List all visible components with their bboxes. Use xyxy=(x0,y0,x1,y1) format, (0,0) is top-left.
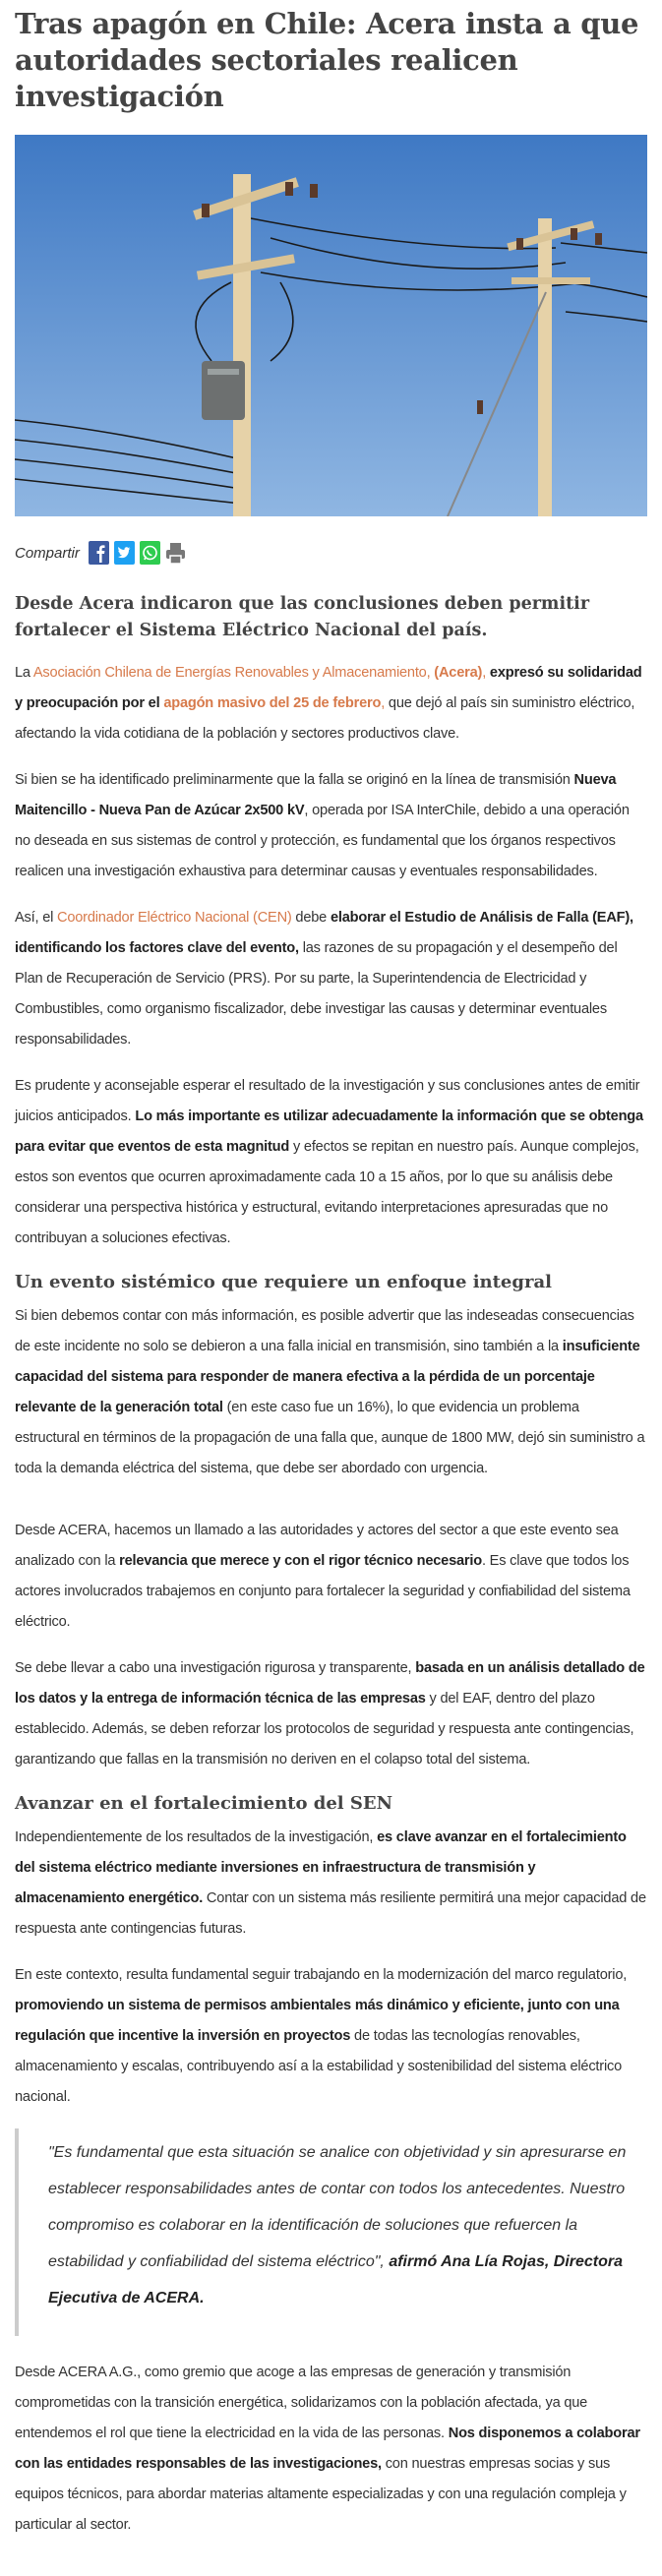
twitter-icon[interactable] xyxy=(114,541,135,565)
pull-quote xyxy=(15,2128,647,2336)
facebook-icon[interactable] xyxy=(89,541,109,565)
paragraph xyxy=(15,903,647,1055)
print-icon[interactable] xyxy=(165,541,186,565)
text-run: Contar con un sistema más resiliente permitirá una mejor capacidad de respuesta ante contingencias futuras. xyxy=(15,1890,646,1937)
inline-link[interactable]: Coordinador Eléctrico Nacional (CEN) xyxy=(57,910,292,926)
inline-link[interactable]: apagón masivo del 25 de febrero xyxy=(163,695,382,711)
paragraph xyxy=(15,1301,647,1484)
hero-image-power-poles xyxy=(15,135,647,516)
text-run: las razones de su propagación y el desempeño del Plan de Recuperación de Servicio (PRS). Por su parte, la Superintendencia de Electricidad y Combustibles, como organismo fiscalizador, debe investigar las causas y determinar eventuales responsabilidades. xyxy=(15,940,618,1048)
article xyxy=(0,6,662,2576)
text-run: Si bien se ha identificado preliminarmente que la falla se originó en la línea de transmisión xyxy=(15,772,574,788)
bold-text: Lo más importante es utilizar adecuadamente la información que se obtenga para evitar que eventos de esta magnitud xyxy=(15,1108,643,1155)
bold-text: insuficiente capacidad del sistema para responder de manera efectiva a la pérdida de un porcentaje relevante de la generación total xyxy=(15,1339,640,1415)
bold-text: relevancia que merece y con el rigor técnico necesario xyxy=(119,1553,482,1569)
text-run: En este contexto, resulta fundamental seguir trabajando en la modernización del marco regulatorio, xyxy=(15,1967,628,1983)
paragraph xyxy=(15,658,647,749)
article-title: Tras apagón en Chile: Acera insta a que autoridades sectoriales realicen investigación xyxy=(15,7,639,113)
text-run: Se debe llevar a cabo una investigación rigurosa y transparente, xyxy=(15,1660,416,1676)
paragraph xyxy=(15,1823,647,1945)
text-run: debe xyxy=(291,910,331,926)
bold-text: promoviendo un sistema de permisos ambientales más dinámico y eficiente, junto con una regulación que incentive la inversión en proyectos xyxy=(15,1998,620,2044)
text-run: que dejó al país sin suministro eléctrico, afectando la vida cotidiana de la población y sectores productivos clave. xyxy=(15,695,635,742)
paragraph xyxy=(15,765,647,887)
bold-text: expresó su solidaridad y preocupación por el xyxy=(15,665,642,711)
bold-text: afirmó Ana Lía Rojas, Directora Ejecutiva de ACERA. xyxy=(48,2253,624,2306)
section-heading: Avanzar en el fortalecimiento del SEN xyxy=(15,1793,393,1814)
text-run: y efectos se repitan en nuestro país. Aunque complejos, estos son eventos que ocurren aproximadamente cada 10 a 15 años, por lo que su análisis debe considerar una perspectiva histórica y estructural, evitando interpretaciones apresuradas que no contribuyan a soluciones efectivas. xyxy=(15,1139,639,1246)
share-bar xyxy=(15,538,647,568)
inline-link[interactable]: , xyxy=(482,665,490,681)
text-run: Es prudente y aconsejable esperar el resultado de la investigación y sus conclusiones antes de emitir juicios anticipados. xyxy=(15,1078,640,1124)
text-run: "Es fundamental que esta situación se analice con objetividad y sin apresurarse en establecer responsabilidades antes de contar con todos los antecedentes. Nuestro compromiso es colaborar en la identificación de soluciones que refuercen la estabilidad y confiabilidad del sistema eléctrico", xyxy=(48,2144,627,2270)
text-run: . Es clave que todos los actores involucrados trabajemos en conjunto para fortalecer la seguridad y confiabilidad del sistema eléctrico. xyxy=(15,1553,631,1630)
whatsapp-icon[interactable] xyxy=(140,541,160,565)
article-body xyxy=(15,658,647,2541)
section-heading: Un evento sistémico que requiere un enfoque integral xyxy=(15,1272,552,1292)
paragraph xyxy=(15,1653,647,1775)
paragraph xyxy=(15,2358,647,2541)
article-lead: Desde Acera indicaron que las conclusiones deben permitir fortalecer el Sistema Eléctrico Nacional del país. xyxy=(15,594,590,640)
text-run: Así, el xyxy=(15,910,58,926)
paragraph xyxy=(15,1516,647,1638)
text-run: de todas las tecnologías renovables, almacenamiento y escalas, contribuyendo así a la estabilidad y sostenibilidad del sistema eléctrico nacional. xyxy=(15,2028,622,2105)
inline-link[interactable]: (Acera) xyxy=(434,665,483,681)
text-run: (en este caso fue un 16%), lo que evidencia un problema estructural en términos de la propagación de una falla que, aunque de 1800 MW, dejó sin suministro a toda la demanda eléctrica del sistema, que debe ser abordado con urgencia. xyxy=(15,1400,645,1476)
text-run: Independientemente de los resultados de la investigación, xyxy=(15,1829,378,1845)
text-run: Si bien debemos contar con más información, es posible advertir que las indeseadas consecuencias de este incidente no solo se debieron a una falla inicial en transmisión, sino también a la xyxy=(15,1308,634,1354)
inline-link[interactable]: , xyxy=(381,695,386,711)
text-run: y del EAF, dentro del plazo establecido. Además, se deben reforzar los protocolos de seguridad y respuesta ante contingencias, garantizando que fallas en la transmisión no deriven en el colapso total del sistema. xyxy=(15,1691,634,1767)
paragraph xyxy=(15,1071,647,1254)
share-label: Compartir xyxy=(15,544,80,562)
text-run: Desde ACERA, hacemos un llamado a las autoridades y actores del sector a que este evento sea analizado con la xyxy=(15,1523,619,1569)
bold-text: elaborar el Estudio de Análisis de Falla (EAF), identificando los factores clave del evento, xyxy=(15,910,633,956)
inline-link[interactable]: Asociación Chilena de Energías Renovables y Almacenamiento, xyxy=(32,665,435,681)
bold-text: Nos disponemos a colaborar con las entidades responsables de las investigaciones, xyxy=(15,2426,640,2472)
text-run: La xyxy=(15,665,33,681)
bold-text: Nueva Maitencillo - Nueva Pan de Azúcar 2x500 kV xyxy=(15,772,617,818)
paragraph xyxy=(15,1960,647,2113)
text-run: con nuestras empresas socias y sus equipos técnicos, para abordar materias altamente especializadas y con una regulación compleja y particular al sector. xyxy=(15,2456,627,2533)
text-run: , operada por ISA InterChile, debido a una operación no deseada en sus sistemas de control y protección, es fundamental que los órganos respectivos realicen una investigación exhaustiva para determinar causas y eventuales responsabilidades. xyxy=(15,803,630,879)
bold-text: basada en un análisis detallado de los datos y la entrega de información técnica de las empresas xyxy=(15,1660,645,1707)
bold-text: es clave avanzar en el fortalecimiento del sistema eléctrico mediante inversiones en infraestructura de transmisión y almacenamiento energético. xyxy=(15,1829,627,1906)
text-run: Desde ACERA A.G., como gremio que acoge a las empresas de generación y transmisión comprometidas con la transición energética, solidarizamos con la población afectada, ya que entendemos el rol que tiene la electricidad en la vida de las personas. xyxy=(15,2365,588,2441)
